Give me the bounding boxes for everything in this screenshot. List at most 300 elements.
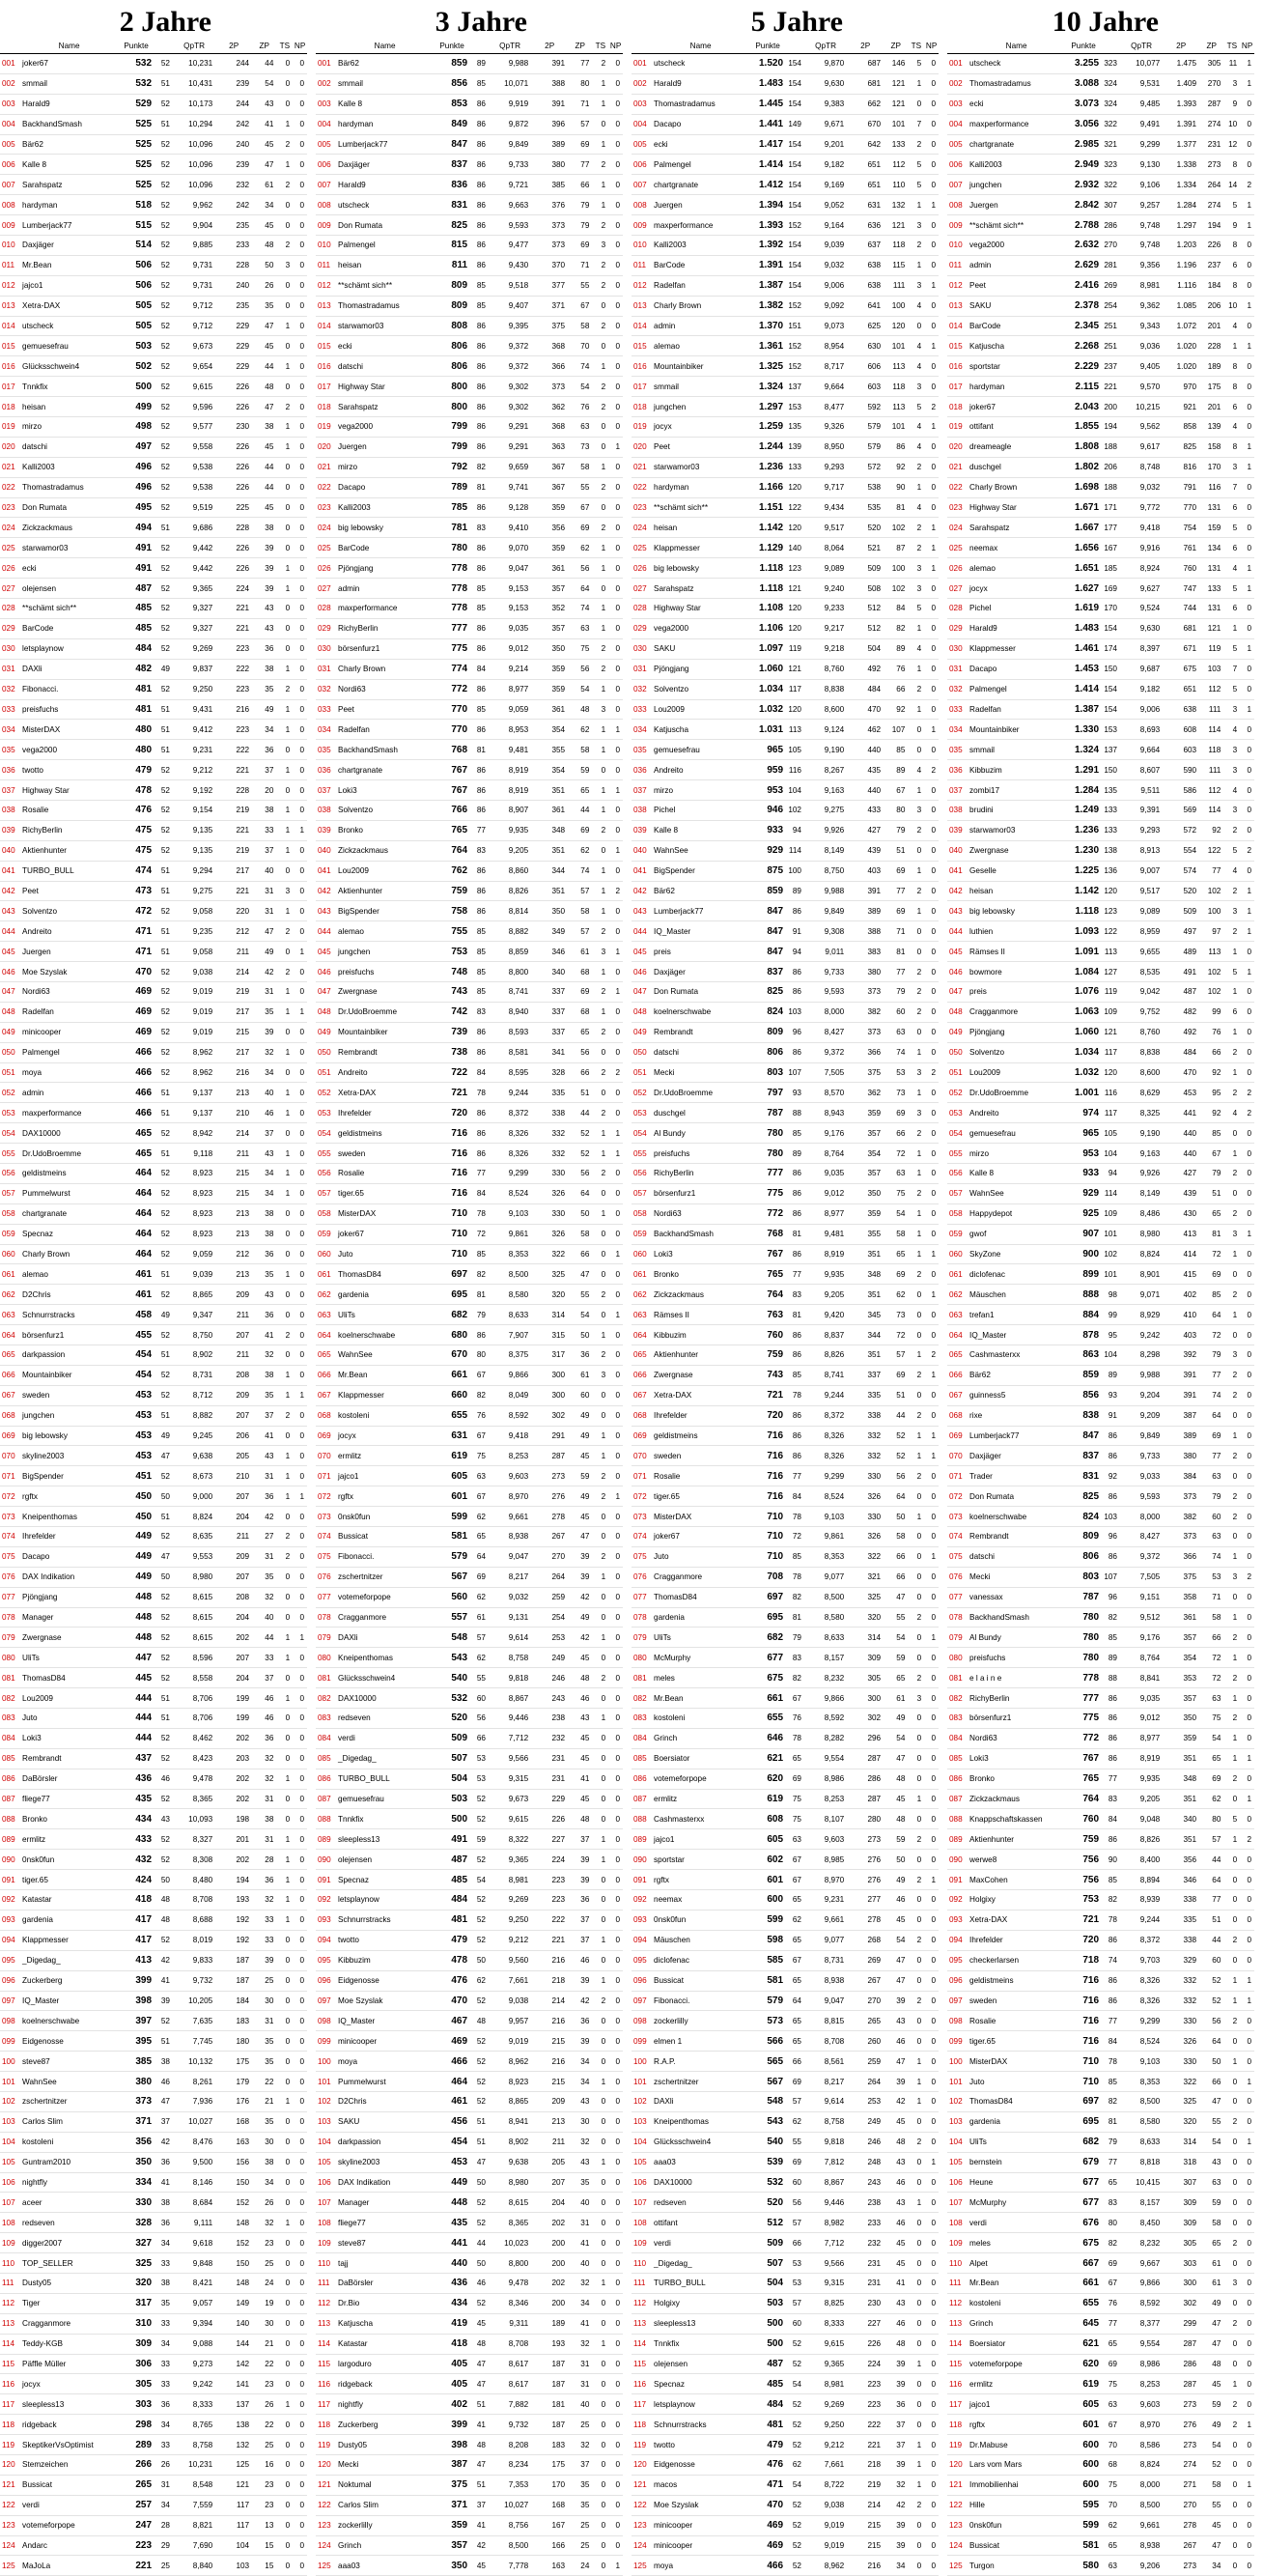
player-name-cell: Teddy-KGB	[22, 2339, 63, 2349]
two-points-cell: 512	[867, 624, 882, 634]
points-cell: 478	[451, 1955, 468, 1967]
ts-cell: 3	[1232, 704, 1238, 714]
zp-cell: 64	[580, 1189, 590, 1199]
table-row	[316, 94, 623, 114]
zp-cell: 43	[896, 2158, 906, 2167]
two-points-cell: 470	[867, 704, 882, 714]
rank-cell: 016	[318, 361, 331, 371]
participations-cell: 77	[1108, 2319, 1117, 2329]
participations-cell: 85	[476, 1249, 486, 1259]
np-cell: 1	[615, 785, 620, 795]
player-name-cell: RichyBerlin	[22, 826, 63, 835]
np-cell: 0	[931, 1169, 936, 1178]
two-points-cell: 858	[1183, 422, 1197, 432]
table-row	[316, 1285, 623, 1305]
two-points-cell: 228	[236, 523, 250, 532]
rank-cell: 057	[2, 1189, 15, 1199]
points-cell: 756	[1082, 1854, 1100, 1865]
zp-cell: 119	[1208, 644, 1221, 654]
np-cell: 0	[299, 2197, 304, 2207]
np-cell: 0	[1247, 140, 1251, 149]
participations-cell: 52	[160, 967, 170, 977]
table-row	[947, 316, 1254, 336]
player-name-cell: Solventzo	[22, 906, 58, 916]
points-cell: 3.088	[1075, 78, 1100, 90]
np-cell: 1	[299, 1632, 304, 1642]
participations-cell: 86	[476, 1128, 486, 1138]
qptr-cell: 8,600	[1139, 1067, 1161, 1077]
np-cell: 0	[615, 1471, 620, 1481]
column-header-player-name: Name	[689, 42, 712, 50]
table-row	[0, 558, 307, 579]
ts-cell: 0	[285, 2056, 291, 2066]
rank-cell: 100	[2, 2056, 15, 2066]
np-cell: 0	[615, 866, 620, 876]
qptr-cell: 8,977	[1139, 1734, 1161, 1743]
qptr-cell: 9,703	[1139, 1956, 1161, 1966]
player-name-cell: ThomasD84	[22, 1673, 66, 1683]
rank-cell: 038	[2, 806, 15, 815]
table-row	[316, 1183, 623, 1203]
table-row	[632, 2475, 939, 2495]
ts-cell: 2	[601, 382, 606, 391]
ts-cell: 0	[285, 2440, 291, 2449]
participations-cell: 86	[1108, 1713, 1117, 1723]
participations-cell: 83	[476, 1007, 486, 1017]
two-points-cell: 219	[236, 806, 250, 815]
qptr-cell: 8,580	[1139, 2117, 1161, 2127]
player-name-cell: minicooper	[654, 2540, 693, 2550]
points-cell: 441	[451, 2237, 468, 2249]
column-header-points: Punkte	[439, 42, 464, 50]
rank-cell: 007	[2, 180, 15, 189]
participations-cell: 86	[476, 180, 486, 189]
participations-cell: 42	[160, 2137, 170, 2147]
points-cell: 325	[135, 2257, 153, 2269]
np-cell: 0	[931, 1653, 936, 1662]
two-points-cell: 675	[1183, 665, 1197, 674]
ts-cell: 2	[601, 826, 606, 835]
participations-cell: 120	[788, 604, 801, 613]
qptr-cell: 9,245	[192, 1431, 213, 1440]
ts-cell: 0	[1232, 1875, 1238, 1884]
table-row	[947, 1466, 1254, 1486]
qptr-cell: 8,986	[824, 1774, 845, 1784]
rank-cell: 114	[2, 2339, 15, 2349]
table-row	[947, 1950, 1254, 1970]
rank-cell: 098	[633, 2016, 647, 2025]
qptr-cell: 8,953	[508, 724, 529, 734]
points-cell: 435	[135, 1794, 153, 1805]
table-row	[316, 1567, 623, 1587]
table-row	[0, 1123, 307, 1144]
points-cell: 837	[1082, 1450, 1100, 1461]
participations-cell: 119	[1104, 987, 1117, 997]
points-cell: 440	[451, 2257, 468, 2269]
zp-cell: 31	[265, 2016, 274, 2025]
zp-cell: 46	[896, 1895, 906, 1905]
rank-cell: 112	[318, 2299, 331, 2308]
np-cell: 0	[1247, 1189, 1251, 1199]
np-cell: 0	[1247, 543, 1251, 552]
points-cell: 461	[451, 2096, 468, 2108]
zp-cell: 73	[896, 1088, 906, 1097]
participations-cell: 174	[1104, 644, 1117, 654]
qptr-cell: 9,019	[824, 2521, 845, 2531]
table-row	[316, 1244, 623, 1264]
table-row	[947, 1628, 1254, 1648]
zp-cell: 39	[580, 1572, 590, 1582]
points-cell: 373	[135, 2096, 153, 2108]
rank-cell: 106	[949, 2177, 963, 2187]
participations-cell: 86	[476, 442, 486, 452]
zp-cell: 49	[580, 1411, 590, 1421]
zp-cell: 34	[265, 200, 274, 210]
qptr-cell: 8,760	[1139, 1028, 1161, 1037]
ts-cell: 1	[285, 1834, 291, 1844]
qptr-cell: 9,205	[824, 1289, 845, 1299]
points-cell: 504	[451, 1773, 468, 1785]
rank-cell: 058	[949, 1209, 963, 1219]
np-cell: 0	[299, 2218, 304, 2227]
two-points-cell: 348	[867, 1269, 882, 1279]
qptr-cell: 9,655	[1139, 947, 1161, 956]
participations-cell: 81	[792, 1230, 801, 1239]
player-name-cell: Moe Szyslak	[338, 1996, 383, 2005]
zp-cell: 44	[265, 483, 274, 493]
ts-cell: 9	[1232, 220, 1238, 230]
table-row	[316, 316, 623, 336]
two-points-cell: 211	[552, 2137, 566, 2147]
qptr-cell: 8,826	[824, 1350, 845, 1360]
two-points-cell: 338	[867, 1411, 882, 1421]
participations-cell: 84	[476, 665, 486, 674]
two-points-cell: 202	[236, 1774, 250, 1784]
rank-cell: 069	[318, 1431, 331, 1440]
np-cell: 1	[931, 1632, 936, 1642]
qptr-cell: 9,103	[508, 1209, 529, 1219]
np-cell: 0	[931, 1411, 936, 1421]
table-row	[316, 638, 623, 659]
zp-cell: 51	[896, 1391, 906, 1401]
qptr-cell: 8,756	[508, 2521, 529, 2531]
zp-cell: 25	[580, 2420, 590, 2429]
player-name-cell: Juto	[22, 1713, 38, 1723]
rank-cell: 055	[633, 1148, 647, 1158]
table-row	[316, 1426, 623, 1446]
points-cell: 620	[1082, 2358, 1100, 2369]
ts-cell: 1	[1232, 1028, 1238, 1037]
points-cell: 320	[135, 2278, 153, 2289]
two-points-cell: 216	[236, 704, 250, 714]
table-row	[947, 720, 1254, 740]
np-cell: 0	[299, 1552, 304, 1562]
zp-cell: 77	[1212, 866, 1221, 876]
table-row	[632, 2435, 939, 2455]
rank-cell: 036	[2, 765, 15, 775]
two-points-cell: 651	[867, 180, 882, 189]
np-cell: 0	[299, 382, 304, 391]
player-name-cell: Highway Star	[969, 503, 1017, 513]
rank-cell: 039	[2, 826, 15, 835]
zp-cell: 80	[896, 806, 906, 815]
np-cell: 0	[931, 1128, 936, 1138]
player-name-cell: votemeforpope	[338, 1593, 391, 1602]
qptr-cell: 9,752	[1139, 1007, 1161, 1017]
table-row	[316, 2193, 623, 2213]
zp-cell: 67	[580, 503, 590, 513]
qptr-cell: 9,212	[508, 1936, 529, 1945]
table-row	[0, 1183, 307, 1203]
table-row	[632, 2394, 939, 2415]
np-cell: 0	[615, 1289, 620, 1299]
ts-cell: 2	[601, 665, 606, 674]
participations-cell: 33	[160, 2440, 170, 2449]
zp-cell: 41	[580, 2238, 590, 2248]
np-cell: 0	[931, 1148, 936, 1158]
table-row	[0, 1527, 307, 1547]
qptr-cell: 8,923	[192, 1209, 213, 1219]
qptr-cell: 9,593	[1139, 1491, 1161, 1501]
two-points-cell: 328	[551, 1067, 566, 1077]
points-cell: 525	[135, 158, 153, 170]
qptr-cell: 9,293	[1139, 826, 1161, 835]
zp-cell: 228	[1207, 341, 1221, 351]
two-points-cell: 521	[867, 543, 882, 552]
qptr-cell: 9,988	[1139, 1371, 1161, 1380]
rank-cell: 078	[2, 1613, 15, 1623]
np-cell: 0	[299, 241, 304, 250]
zp-cell: 47	[1212, 2319, 1221, 2329]
qptr-cell: 9,659	[508, 463, 529, 472]
ts-cell: 1	[601, 140, 606, 149]
table-row	[632, 981, 939, 1002]
np-cell: 0	[615, 1169, 620, 1178]
player-name-cell: TURBO_BULL	[22, 866, 74, 876]
two-points-cell: 211	[237, 1148, 250, 1158]
participations-cell: 77	[476, 1169, 486, 1178]
np-cell: 0	[1247, 1028, 1251, 1037]
np-cell: 2	[1247, 1108, 1251, 1118]
points-cell: 472	[135, 905, 153, 917]
table-row	[947, 2435, 1254, 2455]
rank-cell: 092	[949, 1895, 963, 1905]
np-cell: 0	[615, 281, 620, 291]
player-name-cell: Zwergnase	[969, 846, 1009, 856]
two-points-cell: 1.203	[1176, 241, 1197, 250]
ts-cell: 2	[1232, 1713, 1238, 1723]
points-cell: 1.808	[1075, 441, 1100, 453]
two-points-cell: 671	[1183, 644, 1197, 654]
two-points-cell: 382	[1183, 1512, 1197, 1521]
ts-cell: 0	[1232, 1471, 1238, 1481]
zp-cell: 102	[1207, 967, 1221, 977]
points-cell: 357	[451, 2539, 468, 2551]
points-cell: 1.001	[1075, 1087, 1100, 1098]
ts-cell: 0	[285, 1572, 291, 1582]
zp-cell: 45	[580, 1754, 590, 1764]
zp-cell: 63	[1212, 2177, 1221, 2187]
table-row	[316, 497, 623, 518]
table-row	[632, 2072, 939, 2092]
player-name-cell: starwamor03	[22, 543, 69, 552]
points-cell: 859	[451, 58, 468, 70]
participations-cell: 85	[476, 947, 486, 956]
table-row	[316, 114, 623, 134]
points-cell: 743	[451, 986, 468, 998]
player-name-cell: Lumberjack77	[22, 220, 72, 230]
zp-cell: 40	[580, 2197, 590, 2207]
player-name-cell: Mr.Bean	[654, 1693, 684, 1703]
participations-cell: 52	[160, 1007, 170, 1017]
ts-cell: 0	[285, 523, 291, 532]
two-points-cell: 314	[551, 1310, 566, 1319]
participations-cell: 66	[476, 1734, 486, 1743]
rank-cell: 050	[318, 1048, 331, 1058]
rank-cell: 025	[633, 543, 647, 552]
qptr-cell: 8,986	[1139, 2359, 1161, 2368]
participations-cell: 86	[476, 422, 486, 432]
two-points-cell: 389	[867, 906, 882, 916]
qptr-cell: 9,327	[192, 624, 213, 634]
participations-cell: 93	[792, 1088, 801, 1097]
participations-cell: 63	[476, 1471, 486, 1481]
rank-cell: 123	[633, 2521, 647, 2531]
table-row	[632, 2495, 939, 2515]
two-points-cell: 362	[867, 1088, 882, 1097]
participations-cell: 57	[792, 2097, 801, 2107]
two-points-cell: 388	[551, 79, 566, 89]
rank-cell: 085	[633, 1754, 647, 1764]
zp-cell: 30	[580, 2117, 590, 2127]
player-name-cell: Daxjäger	[654, 967, 686, 977]
np-cell: 1	[1247, 341, 1251, 351]
rank-cell: 116	[633, 2379, 647, 2389]
qptr-cell: 9,391	[1139, 806, 1161, 815]
player-name-cell: Daxjäger	[22, 241, 54, 250]
two-points-cell: 332	[1183, 1996, 1197, 2005]
points-cell: 479	[767, 2439, 784, 2450]
table-row	[316, 1083, 623, 1103]
table-row	[0, 942, 307, 962]
rank-cell: 013	[318, 301, 331, 311]
participations-cell: 89	[792, 886, 801, 895]
zp-cell: 76	[580, 402, 590, 411]
ts-cell: 0	[285, 1028, 291, 1037]
ts-cell: 2	[601, 1552, 606, 1562]
qptr-cell: 9,673	[508, 1795, 529, 1804]
ts-cell: 0	[601, 1189, 606, 1199]
qptr-cell: 8,940	[508, 1007, 529, 1017]
qptr-cell: 9,291	[508, 442, 529, 452]
ts-cell: 2	[285, 967, 291, 977]
qptr-cell: 9,904	[192, 220, 213, 230]
ts-cell: 5	[1232, 967, 1238, 977]
np-cell: 0	[299, 1613, 304, 1623]
np-cell: 0	[615, 2158, 620, 2167]
points-cell: 716	[767, 1430, 784, 1441]
qptr-cell: 9,519	[192, 503, 213, 513]
player-name-cell: Schnurrstracks	[338, 1915, 391, 1925]
np-cell: 0	[1247, 1391, 1251, 1401]
ts-cell: 1	[285, 1632, 291, 1642]
zp-cell: 36	[265, 1249, 274, 1259]
zp-cell: 38	[265, 1371, 274, 1380]
zp-cell: 57	[580, 926, 590, 936]
qptr-cell: 8,941	[508, 2117, 529, 2127]
participations-cell: 57	[792, 2299, 801, 2308]
np-cell: 0	[299, 281, 304, 291]
rank-cell: 018	[2, 402, 15, 411]
two-points-cell: 231	[551, 1774, 566, 1784]
rank-cell: 048	[318, 1007, 331, 1017]
rank-cell: 116	[949, 2379, 963, 2389]
qptr-cell: 10,096	[188, 159, 213, 169]
points-cell: 2.932	[1075, 179, 1100, 190]
qptr-cell: 8,708	[824, 2036, 845, 2046]
zp-cell: 34	[896, 2561, 906, 2570]
table-row	[632, 1042, 939, 1062]
two-points-cell: 441	[1183, 1108, 1197, 1118]
table-row	[316, 1769, 623, 1789]
np-cell: 0	[299, 563, 304, 573]
zp-cell: 69	[896, 1108, 906, 1118]
zp-cell: 26	[265, 2197, 274, 2207]
qptr-cell: 8,372	[508, 1108, 529, 1118]
qptr-cell: 9,512	[1139, 1613, 1161, 1623]
zp-cell: 31	[580, 2359, 590, 2368]
rank-cell: 119	[318, 2440, 331, 2449]
zp-cell: 44	[1212, 1936, 1221, 1945]
ts-cell: 0	[285, 463, 291, 472]
points-cell: 448	[451, 2196, 468, 2208]
rank-cell: 074	[633, 1532, 647, 1542]
np-cell: 1	[1247, 563, 1251, 573]
table-row	[632, 1486, 939, 1507]
ts-cell: 2	[601, 1673, 606, 1683]
participations-cell: 75	[1108, 2379, 1117, 2389]
rank-cell: 034	[633, 724, 647, 734]
np-cell: 0	[615, 1431, 620, 1440]
participations-cell: 51	[160, 1148, 170, 1158]
qptr-cell: 8,476	[192, 2137, 213, 2147]
ts-cell: 0	[285, 2480, 291, 2490]
np-cell: 0	[299, 1148, 304, 1158]
ts-cell: 4	[916, 422, 922, 432]
zp-cell: 75	[896, 1189, 906, 1199]
np-cell: 0	[931, 2258, 936, 2268]
participations-cell: 49	[160, 665, 170, 674]
rank-cell: 011	[633, 261, 647, 270]
table-row	[0, 397, 307, 417]
rank-cell: 113	[2, 2319, 15, 2329]
np-cell: 0	[299, 120, 304, 129]
np-cell: 0	[931, 1512, 936, 1521]
rank-cell: 047	[318, 987, 331, 997]
player-name-cell: dreameagle	[969, 442, 1012, 452]
ts-cell: 1	[601, 1713, 606, 1723]
rank-cell: 033	[633, 704, 647, 714]
column-header-player-name: Name	[1005, 42, 1027, 50]
qptr-cell: 8,217	[508, 1572, 529, 1582]
rank-cell: 009	[949, 220, 963, 230]
table-row	[632, 1446, 939, 1466]
zp-cell: 42	[896, 2097, 906, 2107]
participations-cell: 138	[1104, 846, 1117, 856]
qptr-cell: 8,149	[824, 846, 845, 856]
ts-cell: 0	[601, 2561, 606, 2570]
player-name-cell: Bär62	[22, 140, 43, 149]
